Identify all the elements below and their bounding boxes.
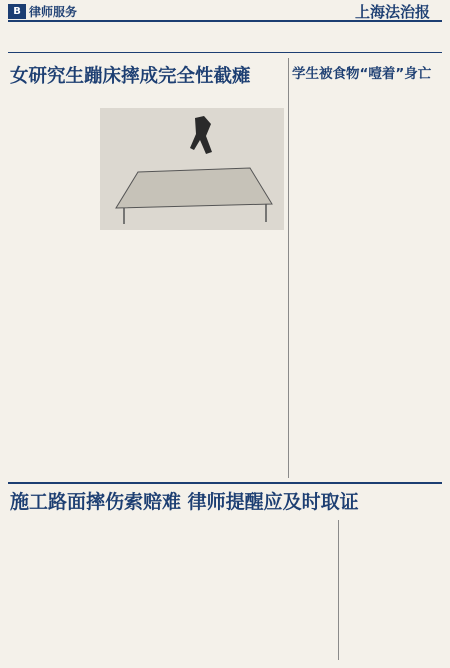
masthead-logo: 上海法治报: [354, 2, 430, 21]
trampoline-illustration: [100, 108, 284, 230]
editor-note-box: [8, 24, 442, 53]
page-header: [8, 2, 442, 22]
bottom-column-divider: [338, 520, 339, 660]
column-divider: [288, 58, 289, 478]
section-rule: [8, 482, 442, 484]
section-letter-badge: B: [8, 4, 26, 19]
trampoline-photo: [100, 108, 284, 230]
bottom-headline: 施工路面摔伤索赔难 律师提醒应及时取证: [10, 491, 359, 513]
side-headline: 学生被食物“噎着”身亡: [292, 66, 432, 82]
section-name: 律师服务: [29, 4, 78, 19]
lead-headline: 女研究生蹦床摔成完全性截瘫: [10, 66, 251, 86]
